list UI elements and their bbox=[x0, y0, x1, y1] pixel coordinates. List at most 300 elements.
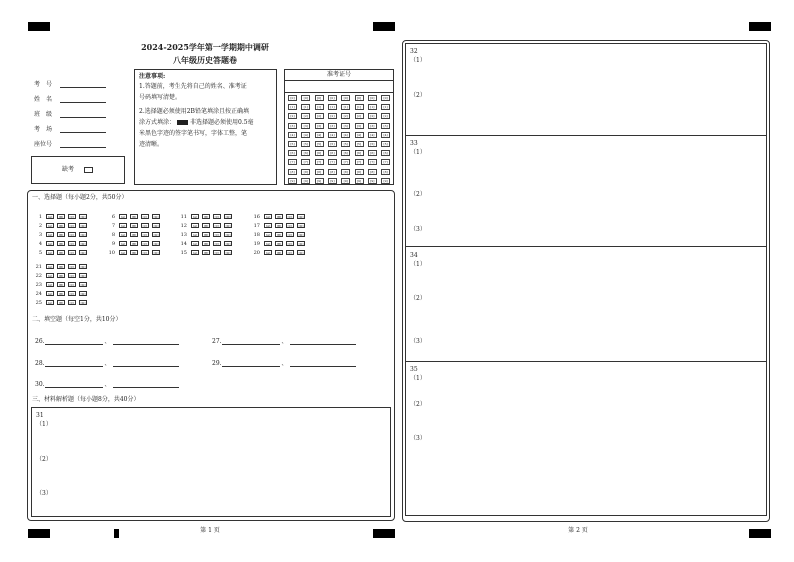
notice-line: 号码填写清楚。 bbox=[139, 94, 182, 101]
field-label: 姓 名 bbox=[34, 95, 53, 103]
exam-id-bubble[interactable]: [2] bbox=[315, 113, 324, 119]
field-line[interactable] bbox=[60, 96, 106, 103]
exam-id-bubble[interactable]: [3] bbox=[288, 123, 297, 129]
mc-option-a[interactable]: [A] bbox=[192, 215, 198, 219]
mc-option-d[interactable]: [D] bbox=[80, 215, 86, 219]
blank-number: 27. bbox=[212, 338, 222, 345]
q33-part3: （3） bbox=[410, 226, 426, 233]
exam-id-bubble[interactable]: [6] bbox=[288, 150, 297, 156]
mc-option-a[interactable]: [A] bbox=[47, 301, 53, 305]
mc-question-number: 6 bbox=[111, 213, 115, 220]
blank-number: 28. bbox=[35, 360, 45, 367]
mc-option-d[interactable]: [D] bbox=[80, 251, 86, 255]
exam-id-bubble[interactable]: [4] bbox=[368, 132, 377, 138]
mc-option-c[interactable]: [C] bbox=[142, 215, 148, 219]
mc-option-a[interactable]: [A] bbox=[47, 224, 53, 228]
mc-option-c[interactable]: [C] bbox=[287, 251, 293, 255]
exam-id-bubble[interactable]: [9] bbox=[341, 178, 350, 184]
section1-title: 一、选择题（每小题2分，共50分） bbox=[32, 194, 128, 201]
exam-id-bubble[interactable]: [3] bbox=[328, 123, 337, 129]
field-class[interactable] bbox=[34, 107, 106, 122]
absent-checkbox[interactable] bbox=[84, 167, 93, 173]
mc-option-d[interactable]: [D] bbox=[298, 215, 304, 219]
mc-option-b[interactable]: [B] bbox=[203, 242, 209, 246]
exam-id-bubble[interactable]: [6] bbox=[315, 150, 324, 156]
exam-id-bubble[interactable]: [2] bbox=[301, 113, 310, 119]
exam-id-bubble[interactable]: [5] bbox=[301, 141, 310, 147]
q31-part2: （2） bbox=[36, 456, 52, 463]
exam-id-bubble[interactable]: [7] bbox=[315, 159, 324, 165]
page-number-2: 第 2 页 bbox=[568, 527, 588, 534]
exam-id-bubble[interactable]: [6] bbox=[381, 150, 390, 156]
blank-q29 bbox=[212, 360, 356, 367]
blank-separator: 、 bbox=[104, 360, 111, 367]
registration-mark-bl2 bbox=[114, 529, 119, 538]
notice-box bbox=[134, 69, 277, 185]
mc-option-b[interactable]: [B] bbox=[131, 224, 137, 228]
blank-q28 bbox=[35, 360, 179, 367]
mc-option-c[interactable]: [C] bbox=[69, 283, 75, 287]
exam-id-bubble[interactable]: [7] bbox=[301, 159, 310, 165]
exam-id-bubble[interactable]: [7] bbox=[288, 159, 297, 165]
exam-id-bubble[interactable]: [1] bbox=[288, 104, 297, 110]
exam-id-bubble[interactable]: [9] bbox=[355, 178, 364, 184]
mc-option-b[interactable]: [B] bbox=[58, 274, 64, 278]
mc-question-1 bbox=[30, 213, 90, 220]
mc-option-b[interactable]: [B] bbox=[58, 224, 64, 228]
exam-id-bubble[interactable]: [8] bbox=[341, 169, 350, 175]
mc-question-number: 20 bbox=[253, 249, 260, 256]
exam-id-bubble[interactable]: [6] bbox=[368, 150, 377, 156]
mc-option-d[interactable]: [D] bbox=[80, 224, 86, 228]
mc-option-d[interactable]: [D] bbox=[80, 301, 86, 305]
blank-line[interactable] bbox=[45, 360, 103, 367]
field-seat[interactable] bbox=[34, 137, 106, 152]
exam-id-bubble[interactable]: [4] bbox=[315, 132, 324, 138]
exam-id-bubble[interactable]: [1] bbox=[341, 104, 350, 110]
exam-id-bubble[interactable]: [3] bbox=[381, 123, 390, 129]
exam-id-bubble[interactable]: [3] bbox=[368, 123, 377, 129]
page-number-1: 第 1 页 bbox=[200, 527, 220, 534]
mc-question-number: 16 bbox=[253, 213, 260, 220]
notice-line: 米黑色字迹的签字笔书写，字体工整，笔 bbox=[139, 130, 248, 137]
blank-line[interactable] bbox=[113, 381, 179, 388]
mc-option-a[interactable]: [A] bbox=[265, 224, 271, 228]
exam-id-bubble[interactable]: [9] bbox=[315, 178, 324, 184]
title-line2: 八年级历史答题卷 bbox=[173, 55, 237, 65]
blank-line[interactable] bbox=[113, 338, 179, 345]
q34-part3: （3） bbox=[410, 338, 426, 345]
mc-option-c[interactable]: [C] bbox=[69, 251, 75, 255]
mc-option-a[interactable]: [A] bbox=[265, 242, 271, 246]
mc-question-25 bbox=[30, 299, 90, 306]
mc-question-number: 5 bbox=[38, 249, 42, 256]
mc-option-a[interactable]: [A] bbox=[120, 215, 126, 219]
exam-id-bubble[interactable]: [1] bbox=[301, 104, 310, 110]
exam-id-bubble[interactable]: [7] bbox=[355, 159, 364, 165]
blank-line[interactable] bbox=[113, 360, 179, 367]
q32-part2: （2） bbox=[410, 92, 426, 99]
mc-option-d[interactable]: [D] bbox=[80, 274, 86, 278]
mc-question-11 bbox=[175, 213, 235, 220]
mc-question-14 bbox=[175, 240, 235, 247]
mc-question-5 bbox=[30, 249, 90, 256]
exam-id-bubble[interactable]: [8] bbox=[328, 169, 337, 175]
mc-option-c[interactable]: [C] bbox=[69, 265, 75, 269]
exam-id-bubble[interactable]: [5] bbox=[315, 141, 324, 147]
q35-part2: （2） bbox=[410, 401, 426, 408]
registration-mark-bc bbox=[373, 529, 395, 538]
blank-line[interactable] bbox=[45, 338, 103, 345]
exam-id-bubble[interactable]: [1] bbox=[328, 104, 337, 110]
mc-question-number: 7 bbox=[111, 222, 115, 229]
mc-option-b[interactable]: [B] bbox=[276, 251, 282, 255]
exam-id-bubble[interactable]: [3] bbox=[355, 123, 364, 129]
exam-id-bubble[interactable]: [4] bbox=[341, 132, 350, 138]
mc-question-22 bbox=[30, 272, 90, 279]
mc-question-15 bbox=[175, 249, 235, 256]
q33-part1: （1） bbox=[410, 149, 426, 156]
mc-option-b[interactable]: [B] bbox=[58, 215, 64, 219]
blank-line[interactable] bbox=[45, 381, 103, 388]
exam-id-bubble[interactable]: [0] bbox=[341, 95, 350, 101]
exam-id-bubble[interactable]: [8] bbox=[288, 169, 297, 175]
mc-question-number: 8 bbox=[111, 231, 115, 238]
mc-question-9 bbox=[103, 240, 163, 247]
field-label: 考 场 bbox=[34, 125, 53, 133]
exam-id-bubble[interactable]: [5] bbox=[328, 141, 337, 147]
mc-option-d[interactable]: [D] bbox=[153, 215, 159, 219]
exam-id-bubble[interactable]: [7] bbox=[368, 159, 377, 165]
mc-option-b[interactable]: [B] bbox=[276, 215, 282, 219]
mc-option-d[interactable]: [D] bbox=[225, 224, 231, 228]
mc-option-a[interactable]: [A] bbox=[47, 292, 53, 296]
mc-question-12 bbox=[175, 222, 235, 229]
exam-id-bubble[interactable]: [6] bbox=[328, 150, 337, 156]
notice-line: 非选择题必须使用0.5毫 bbox=[190, 119, 254, 126]
exam-id-bubble[interactable]: [5] bbox=[381, 141, 390, 147]
mc-question-8 bbox=[103, 231, 163, 238]
mc-option-d[interactable]: [D] bbox=[298, 251, 304, 255]
exam-id-bubble[interactable]: [1] bbox=[315, 104, 324, 110]
mc-option-a[interactable]: [A] bbox=[192, 224, 198, 228]
mc-option-b[interactable]: [B] bbox=[276, 224, 282, 228]
mc-question-number: 9 bbox=[111, 240, 115, 247]
exam-id-bubble[interactable]: [9] bbox=[368, 178, 377, 184]
mc-option-a[interactable]: [A] bbox=[47, 283, 53, 287]
mc-option-b[interactable]: [B] bbox=[58, 301, 64, 305]
mc-question-16 bbox=[248, 213, 308, 220]
exam-id-bubble[interactable]: [7] bbox=[341, 159, 350, 165]
notice-line: 1.答题前，考生先将自己的姓名、准考证 bbox=[139, 83, 247, 90]
q31-answer-box[interactable] bbox=[31, 407, 391, 517]
exam-id-bubble[interactable]: [8] bbox=[355, 169, 364, 175]
mc-option-d[interactable]: [D] bbox=[80, 242, 86, 246]
exam-id-bubble[interactable]: [5] bbox=[355, 141, 364, 147]
mc-option-a[interactable]: [A] bbox=[47, 251, 53, 255]
mc-option-a[interactable]: [A] bbox=[265, 233, 271, 237]
field-room[interactable] bbox=[34, 122, 106, 137]
mc-question-21 bbox=[30, 263, 90, 270]
exam-id-bubble[interactable]: [0] bbox=[315, 95, 324, 101]
mc-option-d[interactable]: [D] bbox=[225, 233, 231, 237]
exam-id-bubble[interactable]: [0] bbox=[368, 95, 377, 101]
mc-question-19 bbox=[248, 240, 308, 247]
mc-question-13 bbox=[175, 231, 235, 238]
field-line[interactable] bbox=[60, 81, 106, 88]
mc-option-c[interactable]: [C] bbox=[69, 242, 75, 246]
mc-option-b[interactable]: [B] bbox=[203, 251, 209, 255]
q33-part2: （2） bbox=[410, 191, 426, 198]
mc-option-c[interactable]: [C] bbox=[142, 224, 148, 228]
exam-id-bubble[interactable]: [9] bbox=[381, 178, 390, 184]
mc-option-d[interactable]: [D] bbox=[80, 265, 86, 269]
q31-part1: （1） bbox=[36, 421, 52, 428]
registration-mark-tc bbox=[373, 22, 395, 31]
field-name[interactable] bbox=[34, 92, 106, 107]
field-label: 班 级 bbox=[34, 110, 53, 118]
exam-id-bubble[interactable]: [5] bbox=[288, 141, 297, 147]
registration-mark-tl bbox=[28, 22, 50, 31]
mc-option-c[interactable]: [C] bbox=[214, 242, 220, 246]
notice-title: 注意事项: bbox=[139, 73, 166, 80]
mc-question-number: 13 bbox=[180, 231, 187, 238]
mc-option-a[interactable]: [A] bbox=[47, 215, 53, 219]
mc-option-d[interactable]: [D] bbox=[153, 224, 159, 228]
exam-id-bubble[interactable]: [0] bbox=[328, 95, 337, 101]
student-info bbox=[34, 77, 106, 152]
exam-id-bubble[interactable]: [8] bbox=[301, 169, 310, 175]
q32-part1: （1） bbox=[410, 57, 426, 64]
q31-part3: （3） bbox=[36, 490, 52, 497]
mc-option-c[interactable]: [C] bbox=[287, 224, 293, 228]
exam-id-bubble[interactable]: [4] bbox=[381, 132, 390, 138]
notice-line: 2.选择题必须使用2B铅笔填涂且按正确填 bbox=[139, 108, 249, 115]
exam-id-bubble[interactable]: [3] bbox=[341, 123, 350, 129]
exam-id-bubble[interactable]: [9] bbox=[288, 178, 297, 184]
exam-id-bubble[interactable]: [3] bbox=[301, 123, 310, 129]
exam-id-bubble[interactable]: [0] bbox=[355, 95, 364, 101]
mc-option-c[interactable]: [C] bbox=[214, 224, 220, 228]
exam-id-bubble[interactable]: [2] bbox=[288, 113, 297, 119]
blank-line[interactable] bbox=[290, 338, 356, 345]
mc-question-20 bbox=[248, 249, 308, 256]
q32-number: 32 bbox=[410, 48, 418, 55]
mc-option-a[interactable]: [A] bbox=[47, 242, 53, 246]
mc-option-b[interactable]: [B] bbox=[203, 224, 209, 228]
blank-number: 29. bbox=[212, 360, 222, 367]
q31-number: 31 bbox=[36, 412, 44, 419]
mc-option-c[interactable]: [C] bbox=[69, 233, 75, 237]
right-inner-box bbox=[405, 43, 767, 516]
mc-option-b[interactable]: [B] bbox=[58, 242, 64, 246]
mc-question-number: 4 bbox=[38, 240, 42, 247]
exam-id-bubble[interactable]: [6] bbox=[355, 150, 364, 156]
blank-line[interactable] bbox=[222, 360, 280, 367]
mc-option-c[interactable]: [C] bbox=[142, 242, 148, 246]
mc-option-b[interactable]: [B] bbox=[131, 242, 137, 246]
exam-id-bubble[interactable]: [6] bbox=[301, 150, 310, 156]
blank-separator: 、 bbox=[104, 381, 111, 388]
blank-separator: 、 bbox=[104, 338, 111, 345]
mc-option-c[interactable]: [C] bbox=[69, 301, 75, 305]
exam-id-bubble[interactable]: [3] bbox=[315, 123, 324, 129]
mc-option-d[interactable]: [D] bbox=[80, 292, 86, 296]
mc-question-number: 22 bbox=[35, 272, 42, 279]
exam-id-bubble[interactable]: [8] bbox=[368, 169, 377, 175]
filled-bubble-example bbox=[177, 120, 188, 125]
mc-option-d[interactable]: [D] bbox=[225, 251, 231, 255]
exam-id-bubble[interactable]: [9] bbox=[328, 178, 337, 184]
mc-option-b[interactable]: [B] bbox=[203, 215, 209, 219]
exam-id-grid bbox=[284, 69, 394, 185]
q34-part1: （1） bbox=[410, 261, 426, 268]
mc-option-b[interactable]: [B] bbox=[276, 242, 282, 246]
mc-question-7 bbox=[103, 222, 163, 229]
exam-id-bubble[interactable]: [2] bbox=[368, 113, 377, 119]
exam-id-bubble[interactable]: [0] bbox=[288, 95, 297, 101]
mc-question-number: 1 bbox=[38, 213, 42, 220]
field-line[interactable] bbox=[60, 111, 106, 118]
mc-option-d[interactable]: [D] bbox=[298, 233, 304, 237]
mc-question-23 bbox=[30, 281, 90, 288]
field-label: 考 号 bbox=[34, 80, 53, 88]
exam-id-write-row[interactable] bbox=[285, 81, 393, 93]
exam-id-bubble[interactable]: [4] bbox=[355, 132, 364, 138]
mc-option-a[interactable]: [A] bbox=[192, 251, 198, 255]
field-line[interactable] bbox=[60, 141, 106, 148]
mc-option-b[interactable]: [B] bbox=[276, 233, 282, 237]
mc-option-c[interactable]: [C] bbox=[142, 251, 148, 255]
mc-question-3 bbox=[30, 231, 90, 238]
exam-id-bubble[interactable]: [9] bbox=[301, 178, 310, 184]
mc-option-a[interactable]: [A] bbox=[47, 265, 53, 269]
exam-id-bubble[interactable]: [2] bbox=[381, 113, 390, 119]
mc-option-b[interactable]: [B] bbox=[203, 233, 209, 237]
blank-q30 bbox=[35, 381, 179, 388]
mc-option-b[interactable]: [B] bbox=[131, 251, 137, 255]
exam-id-bubble[interactable]: [6] bbox=[341, 150, 350, 156]
mc-option-d[interactable]: [D] bbox=[80, 283, 86, 287]
title-line1: 2024-2025学年第一学期期中调研 bbox=[141, 42, 269, 52]
notice-line: 涂方式填涂： bbox=[139, 119, 176, 126]
exam-id-bubble[interactable]: [0] bbox=[381, 95, 390, 101]
mc-option-b[interactable]: [B] bbox=[58, 265, 64, 269]
mc-option-d[interactable]: [D] bbox=[225, 215, 231, 219]
absent-label: 缺考 bbox=[62, 166, 75, 173]
exam-id-bubble[interactable]: [8] bbox=[381, 169, 390, 175]
mc-question-number: 11 bbox=[180, 213, 187, 220]
mc-option-a[interactable]: [A] bbox=[120, 233, 126, 237]
exam-id-bubble[interactable]: [7] bbox=[381, 159, 390, 165]
mc-option-d[interactable]: [D] bbox=[80, 233, 86, 237]
section2-title: 二、填空题（每空1分，共10分） bbox=[32, 316, 122, 323]
mc-option-c[interactable]: [C] bbox=[69, 215, 75, 219]
exam-id-bubble[interactable]: [1] bbox=[368, 104, 377, 110]
mc-question-6 bbox=[103, 213, 163, 220]
exam-id-bubble[interactable]: [4] bbox=[301, 132, 310, 138]
blank-q27 bbox=[212, 338, 356, 345]
exam-id-bubble[interactable]: [1] bbox=[381, 104, 390, 110]
registration-mark-tr bbox=[749, 22, 771, 31]
exam-id-bubble[interactable]: [7] bbox=[328, 159, 337, 165]
q35-number: 35 bbox=[410, 366, 418, 373]
mc-option-a[interactable]: [A] bbox=[265, 215, 271, 219]
mc-option-d[interactable]: [D] bbox=[153, 242, 159, 246]
mc-option-d[interactable]: [D] bbox=[298, 242, 304, 246]
exam-id-bubble[interactable]: [4] bbox=[328, 132, 337, 138]
mc-option-a[interactable]: [A] bbox=[120, 251, 126, 255]
mc-question-10 bbox=[103, 249, 163, 256]
field-line[interactable] bbox=[60, 126, 106, 133]
blank-line[interactable] bbox=[290, 360, 356, 367]
blank-q26 bbox=[35, 338, 179, 345]
exam-id-bubble[interactable]: [2] bbox=[328, 113, 337, 119]
mc-question-number: 25 bbox=[35, 299, 42, 306]
mc-option-c[interactable]: [C] bbox=[214, 215, 220, 219]
q35-part1: （1） bbox=[410, 375, 426, 382]
exam-id-bubble[interactable]: [2] bbox=[355, 113, 364, 119]
mc-option-c[interactable]: [C] bbox=[287, 215, 293, 219]
mc-option-a[interactable]: [A] bbox=[120, 224, 126, 228]
mc-option-b[interactable]: [B] bbox=[131, 215, 137, 219]
mc-question-number: 23 bbox=[35, 281, 42, 288]
exam-id-bubble[interactable]: [5] bbox=[368, 141, 377, 147]
q34-part2: （2） bbox=[410, 295, 426, 302]
mc-option-c[interactable]: [C] bbox=[287, 242, 293, 246]
mc-option-a[interactable]: [A] bbox=[192, 242, 198, 246]
mc-option-a[interactable]: [A] bbox=[47, 274, 53, 278]
blank-line[interactable] bbox=[222, 338, 280, 345]
mc-option-b[interactable]: [B] bbox=[131, 233, 137, 237]
registration-mark-bl bbox=[28, 529, 50, 538]
mc-option-a[interactable]: [A] bbox=[47, 233, 53, 237]
divider bbox=[405, 246, 767, 247]
mc-question-number: 21 bbox=[35, 263, 42, 270]
exam-id-bubble[interactable]: [0] bbox=[301, 95, 310, 101]
mc-option-d[interactable]: [D] bbox=[153, 251, 159, 255]
exam-id-bubble[interactable]: [5] bbox=[341, 141, 350, 147]
blank-number: 26. bbox=[35, 338, 45, 345]
mc-option-b[interactable]: [B] bbox=[58, 233, 64, 237]
mc-question-2 bbox=[30, 222, 90, 229]
mc-option-b[interactable]: [B] bbox=[58, 292, 64, 296]
exam-id-bubble[interactable]: [8] bbox=[315, 169, 324, 175]
mc-option-d[interactable]: [D] bbox=[225, 242, 231, 246]
mc-option-c[interactable]: [C] bbox=[69, 292, 75, 296]
mc-option-d[interactable]: [D] bbox=[298, 224, 304, 228]
mc-option-c[interactable]: [C] bbox=[287, 233, 293, 237]
mc-option-c[interactable]: [C] bbox=[214, 251, 220, 255]
mc-option-b[interactable]: [B] bbox=[58, 251, 64, 255]
mc-option-c[interactable]: [C] bbox=[142, 233, 148, 237]
mc-option-c[interactable]: [C] bbox=[69, 224, 75, 228]
mc-question-number: 3 bbox=[38, 231, 42, 238]
mc-option-a[interactable]: [A] bbox=[192, 233, 198, 237]
mc-option-a[interactable]: [A] bbox=[120, 242, 126, 246]
exam-id-bubble[interactable]: [4] bbox=[288, 132, 297, 138]
mc-option-c[interactable]: [C] bbox=[69, 274, 75, 278]
mc-option-b[interactable]: [B] bbox=[58, 283, 64, 287]
mc-question-number: 12 bbox=[180, 222, 187, 229]
mc-option-a[interactable]: [A] bbox=[265, 251, 271, 255]
exam-id-bubble[interactable]: [1] bbox=[355, 104, 364, 110]
exam-id-bubble[interactable]: [2] bbox=[341, 113, 350, 119]
mc-option-d[interactable]: [D] bbox=[153, 233, 159, 237]
mc-option-c[interactable]: [C] bbox=[214, 233, 220, 237]
field-exam-number[interactable] bbox=[34, 77, 106, 92]
field-label: 座位号 bbox=[34, 140, 53, 148]
